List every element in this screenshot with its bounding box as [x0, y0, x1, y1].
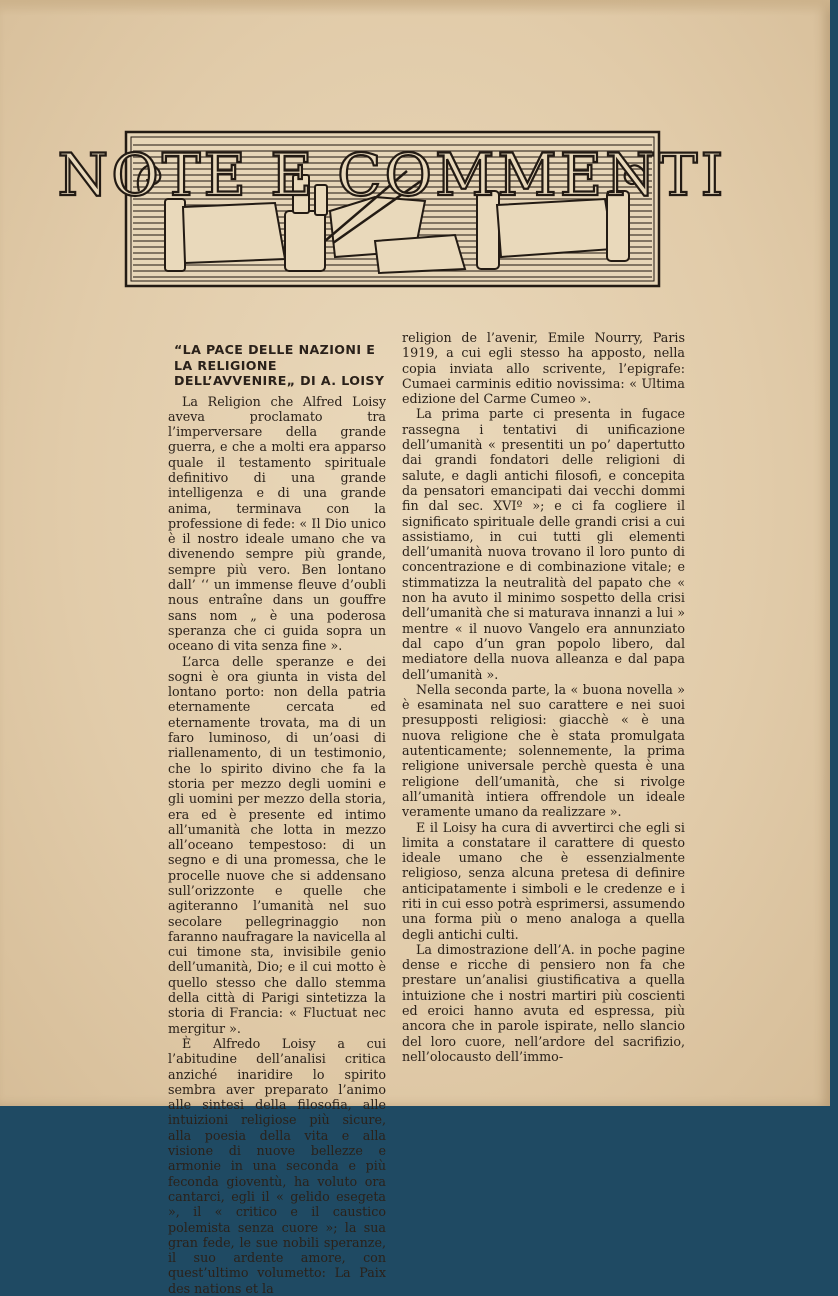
article-column-left — [168, 342, 391, 1296]
banner-title: NOTE E COMMENTI — [57, 141, 727, 209]
article-headline: “LA PACE DELLE NAZIONI E LA RELIGIONE DELL’AVVENIRE„ DI A. LOISY — [174, 342, 385, 388]
article-column-right — [402, 330, 685, 1064]
banner-illustration — [57, 131, 727, 287]
article-paragraph: È Alfredo Loisy a cui l’abitudine dell’analisi critica anziché inaridire lo spirito sembra aver preparato l’animo alle sintesi della filosofia, alle intuizioni religiose più sicure, alla poesia della vita e alla visione di nuove bellezze e armonie in una seconda e più feconda gioventù, ha voluto ora cantarci, egli il « gelido esegeta », il « critico e il caustico polemista senza cuore »; la sua gran fede, le sue nobili speranze, il suo ardente amore, con quest’ultimo volumetto: La Paix des nations et la — [168, 1035, 386, 1296]
section-banner — [57, 131, 727, 287]
article-paragraph: La dimostrazione dell’A. in poche pagine dense e ricche di pensiero non fa che prestare un’analisi giustificativa a quella intuizione che i nostri martiri più coscienti ed eroici hanno avuta ed espressa, più ancora che in parole ispirate, nello slancio del loro cuore, nell’ardore del sacrifizio, nell’olocausto dell’immo- — [402, 941, 685, 1064]
article-paragraph: La prima parte ci presenta in fugace rassegna i tentativi di unificazione dell’umanità « presentiti un po’ dapertutto dai grandi fondatori delle religioni di salute, e dagli antichi filosofi, e concepita da pensatori emancipati dai vecchi dommi fin dal sec. XVIº »; e ci fa cogliere il significato spirituale delle grandi crisi a cui assistiamo, in cui tutti gli elementi dell’umanità nuova trovano il loro punto di concentrazione e di combinazione vitale; e stimmatizza la neutralità del papato che « non ha avuto il minimo sospetto della crisi dell’umanità che si maturava innanzi a lui » mentre « il nuovo Vangelo era annunziato dal capo d’un gran popolo libero, dal mediatore della nuova alleanza e dal papa dell’umanità ». — [402, 406, 685, 682]
article-paragraph: Nella seconda parte, la « buona novella » è esaminata nel suo carattere e nei suoi presupposti religiosi: giacchè « è una nuova religione che è stata promulgata autenticamente; solennemente, la prima religione universale perchè questa è una religione dell’umanità, che si rivolge all’umanità intiera offrendole un ideale veramente umano da realizzare ». — [402, 681, 685, 820]
article-paragraph: L’arca delle speranze e dei sogni è ora giunta in vista del lontano porto: non della patria eternamente cercata ed eternamente trovata, ma di un faro luminoso, di un’oasi di riallenamento, di un testimonio, che lo spirito divino che fa la storia per mezzo degli uomini e gli uomini per mezzo della storia, era ed è presente ed intimo all’umanità che lotta in mezzo all’oceano tempestoso: di un segno e di una promessa, che le procelle nuove che si addensano sull’orizzonte e quelle che agiteranno l’umanità nel suo secolare pellegrinaggio non faranno naufragare la navicella al cui timone sta, invisibile genio dell’umanità, Dio; e il cui motto è quello stesso che dallo stemma della città di Parigi sintetizza la storia di Francia: « Fluctuat nec mergitur ». — [168, 653, 386, 1036]
article-paragraph: La Religion che Alfred Loisy aveva proclamato tra l’imperversare della grande guerra, e che a molti era apparso quale il testamento spirituale definitivo di una grande intelligenza e di una grande anima, terminava con la professione di fede: « Il Dio unico è il nostro ideale umano che va divenendo sempre più grande, sempre più vero. Ben lontano dall’ ‘‘ un immense fleuve d’oubli nous entraîne dans un gouffre sans nom „ è una poderosa speranza che ci guida sopra un oceano di vita senza fine ». — [168, 393, 386, 654]
article-paragraph: E il Loisy ha cura di avvertirci che egli si limita a constatare il carattere di questo ideale umano che è essenzialmente religioso, senza alcuna pretesa di definire anticipatamente i simboli e le credenze e i riti in cui esso potrà esprimersi, assumendo una forma più o meno analoga a quella degli antichi culti. — [402, 819, 685, 942]
article-paragraph: religion de l’avenir, Emile Nourry, Paris 1919, a cui egli stesso ha apposto, nella copia inviata allo scrivente, l’epigrafe: Cumaei carminis editio novissima: « Ultima edizione del Carme Cumeo ». — [402, 330, 685, 407]
